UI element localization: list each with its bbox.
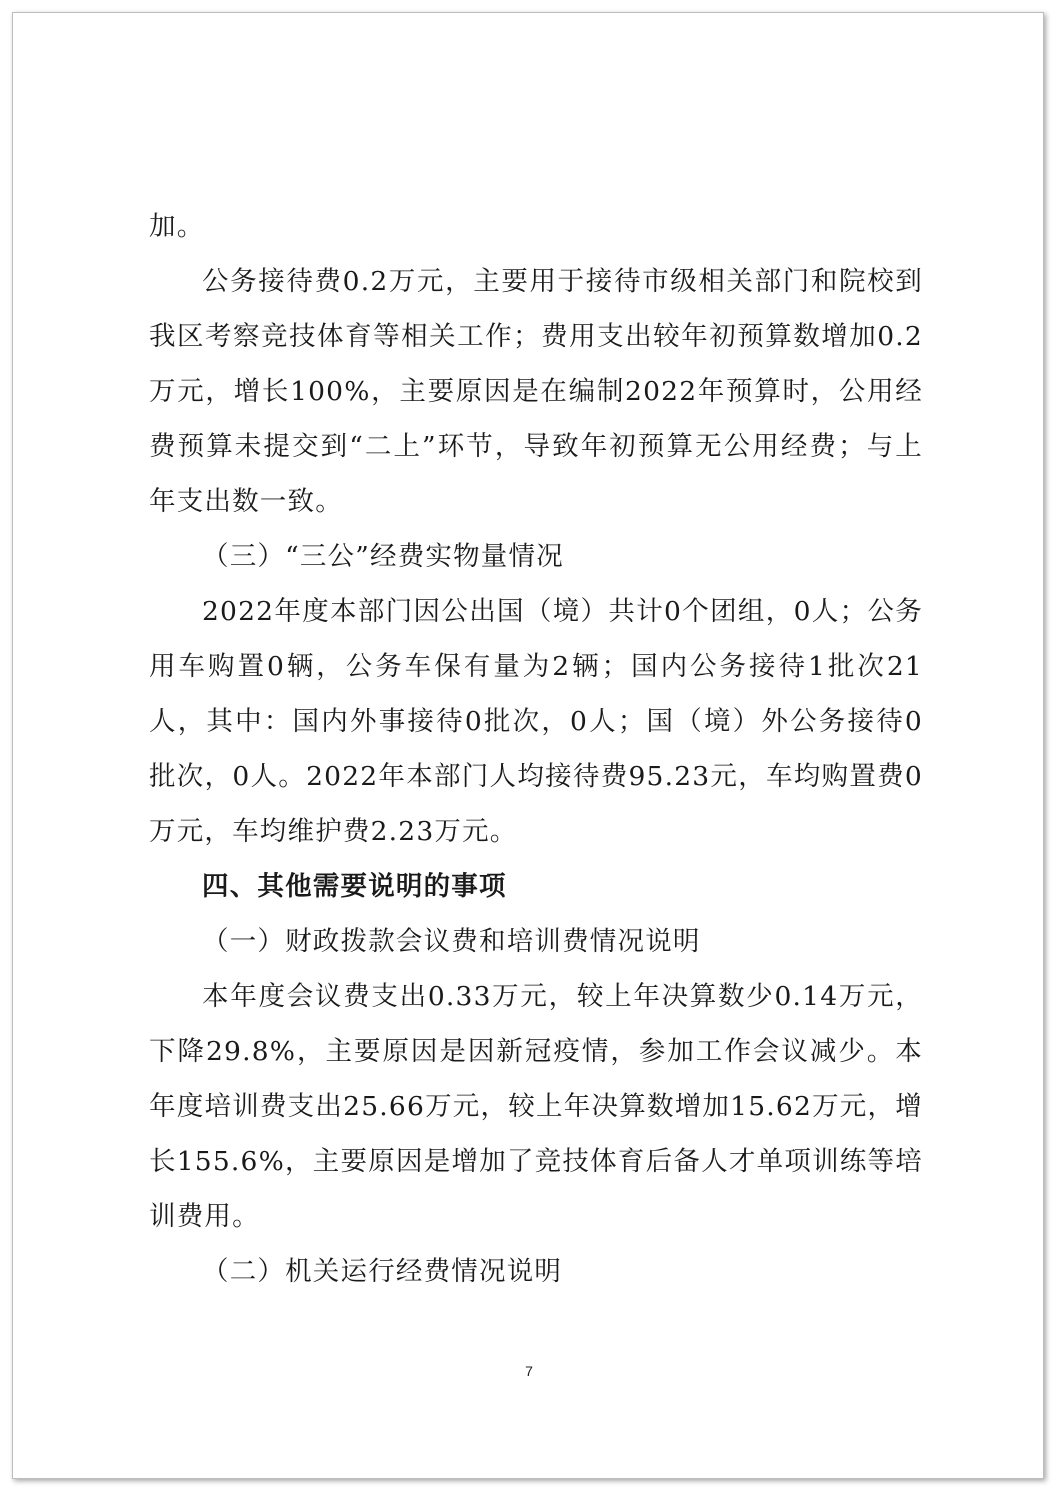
section-heading-operating-funds: （二）机关运行经费情况说明 (202, 1256, 563, 1287)
document-body (149, 199, 923, 1299)
section-heading-other-matters: 四、其他需要说明的事项 (202, 871, 507, 902)
section-heading-meeting-training: （一）财政拨款会议费和培训费情况说明 (202, 926, 701, 957)
meeting-training-paragraph: 本年度会议费支出0.33万元，较上年决算数少0.14万元，下降29.8%，主要原因是因新冠疫情，参加工作会议减少。本年度培训费支出25.66万元，较上年决算数增加15.62万元，增长155.6%，主要原因是增加了竞技体育后备人才单项训练等培训费用。 (149, 981, 923, 1232)
page-number: 7 (525, 1363, 533, 1379)
document-page (12, 12, 1044, 1479)
three-public-quantities-paragraph: 2022年度本部门因公出国（境）共计0个团组，0人；公务用车购置0辆，公务车保有量为2辆；国内公务接待1批次21人，其中：国内外事接待0批次，0人；国（境）外公务接待0批次，0人。2022年本部门人均接待费95.23元，车均购置费0万元，车均维护费2.23万元。 (149, 596, 923, 847)
continuation-paragraph: 加。 (149, 211, 205, 242)
reception-expense-paragraph: 公务接待费0.2万元，主要用于接待市级相关部门和院校到我区考察竞技体育等相关工作；费用支出较年初预算数增加0.2万元，增长100%，主要原因是在编制2022年预算时，公用经费预算未提交到“二上”环节，导致年初预算无公用经费；与上年支出数一致。 (149, 266, 923, 517)
section-heading-three-public-quantities: （三）“三公”经费实物量情况 (202, 541, 564, 572)
